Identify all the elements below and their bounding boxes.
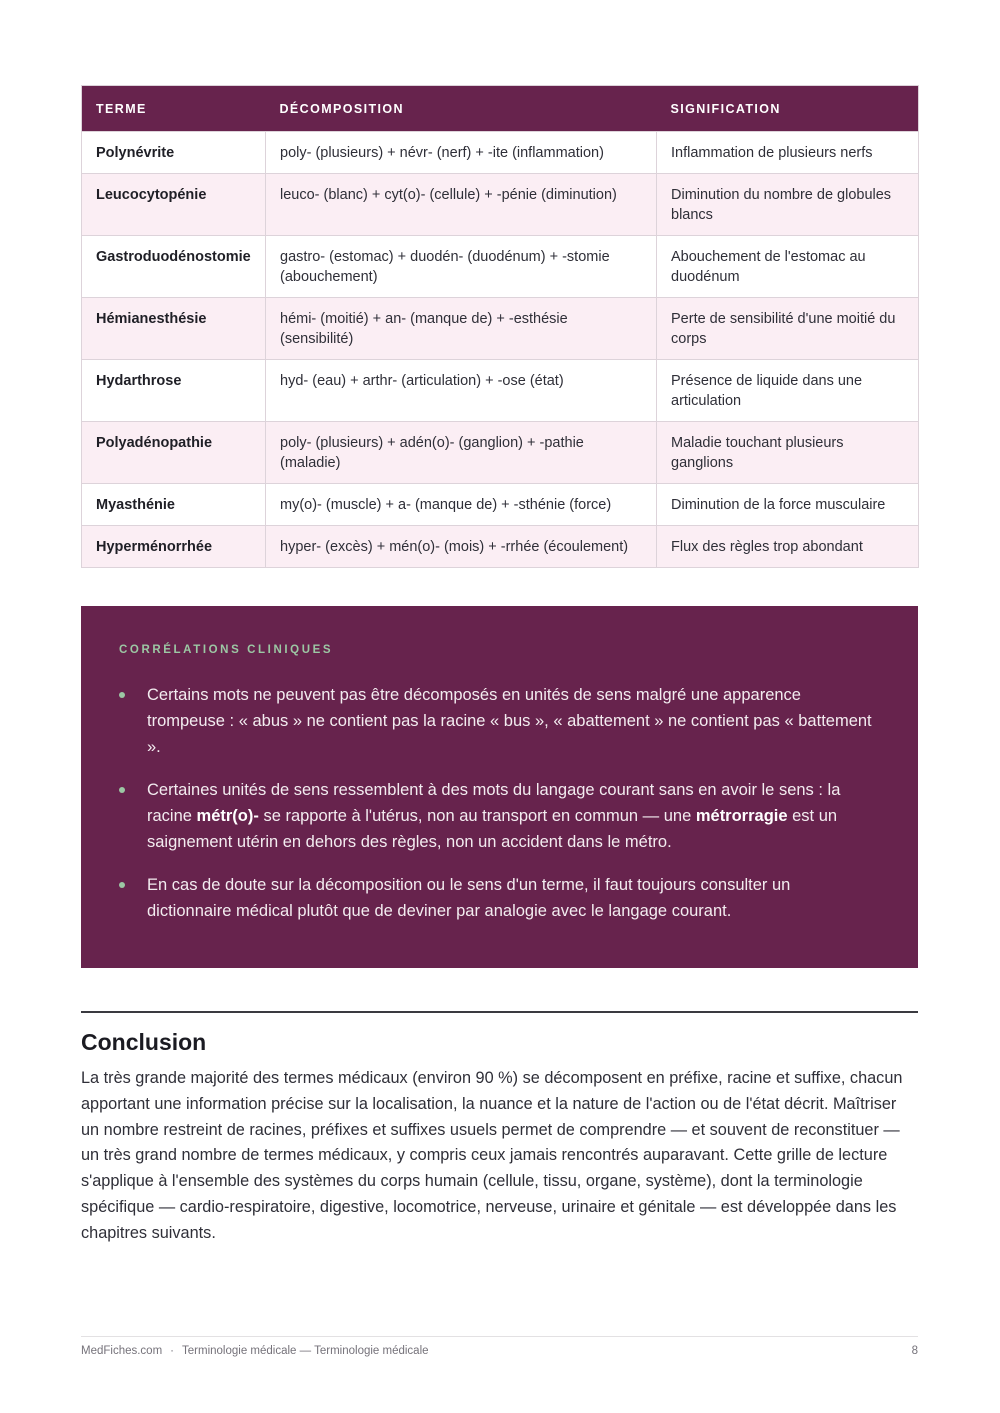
callout-item-text: En cas de doute sur la décomposition ou le sens d'un terme, il faut toujours consulter un dictionnaire médical plutôt que de deviner par analogie avec le langage courant. — [147, 876, 791, 920]
table-row — [82, 360, 919, 422]
footer-left — [81, 1345, 429, 1357]
decomposition-cell: leuco- (blanc) + cyt(o)- (cellule) + -pénie (diminution) — [266, 174, 657, 236]
bullet-icon — [119, 787, 125, 793]
bullet-icon — [119, 692, 125, 698]
table-row — [82, 298, 919, 360]
term-cell: Gastroduodénostomie — [82, 236, 266, 298]
callout-list — [119, 682, 878, 924]
meaning-cell: Perte de sensibilité d'une moitié du corps — [657, 298, 919, 360]
term-cell: Hyperménorrhée — [82, 526, 266, 568]
table-row — [82, 484, 919, 526]
page-footer — [81, 1336, 918, 1357]
bold-term: métrorragie — [695, 807, 788, 825]
conclusion-heading: Conclusion — [81, 1029, 207, 1055]
table-row — [82, 174, 919, 236]
term-cell: Leucocytopénie — [82, 174, 266, 236]
header-meaning: SIGNIFICATION — [657, 86, 919, 132]
meaning-cell: Diminution de la force musculaire — [657, 484, 919, 526]
list-item — [119, 682, 878, 760]
callout-item-text: Certains mots ne peuvent pas être décomposés en unités de sens malgré une apparence trompeuse : « abus » ne contient pas la racine « bus », « abattement » ne contient pas « battement ». — [147, 686, 872, 756]
header-term: TERME — [82, 86, 266, 132]
decomposition-cell: hémi- (moitié) + an- (manque de) + -esthésie (sensibilité) — [266, 298, 657, 360]
terminology-table — [81, 85, 919, 568]
table-row — [82, 236, 919, 298]
decomposition-cell: hyper- (excès) + mén(o)- (mois) + -rrhée (écoulement) — [266, 526, 657, 568]
meaning-cell: Présence de liquide dans une articulation — [657, 360, 919, 422]
term-cell: Polynévrite — [82, 132, 266, 174]
list-item — [119, 872, 878, 924]
decomposition-cell: gastro- (estomac) + duodén- (duodénum) + -stomie (abouchement) — [266, 236, 657, 298]
term-cell: Myasthénie — [82, 484, 266, 526]
meaning-cell: Maladie touchant plusieurs ganglions — [657, 422, 919, 484]
footer-section: Terminologie médicale — Terminologie médicale — [182, 1345, 429, 1357]
table-row — [82, 526, 919, 568]
callout-item-text-part: se rapporte à l'utérus, non au transport en commun — une — [258, 807, 696, 825]
callout-item-text-part: est un saignement utérin en dehors des règles, non un accident dans le métro. — [147, 807, 838, 851]
callout-item-text-part: Certaines unités de sens ressemblent à des mots du langage courant sans en avoir le sens : la racine — [147, 781, 841, 825]
clinical-correlations-box — [81, 606, 918, 968]
section-divider — [81, 1011, 918, 1013]
meaning-cell: Inflammation de plusieurs nerfs — [657, 132, 919, 174]
meaning-cell: Diminution du nombre de globules blancs — [657, 174, 919, 236]
decomposition-cell: poly- (plusieurs) + adén(o)- (ganglion) + -pathie (maladie) — [266, 422, 657, 484]
callout-title: CORRÉLATIONS CLINIQUES — [119, 644, 334, 656]
bold-term: métr(o)- — [196, 807, 259, 825]
page-number: 8 — [911, 1345, 918, 1357]
table-row — [82, 132, 919, 174]
term-cell: Hémianesthésie — [82, 298, 266, 360]
page-content — [81, 85, 918, 1247]
term-cell: Hydarthrose — [82, 360, 266, 422]
bullet-icon — [119, 882, 125, 888]
list-item — [119, 777, 878, 855]
decomposition-cell: hyd- (eau) + arthr- (articulation) + -ose (état) — [266, 360, 657, 422]
conclusion-paragraph: La très grande majorité des termes médicaux (environ 90 %) se décomposent en préfixe, racine et suffixe, chacun apportant une information précise sur la localisation, la nuance et la nature de l'action ou de l'état décrit. Maîtriser un nombre restreint de racines, préfixes et suffixes usuels permet de comprendre — et souvent de reconstituer — un très grand nombre de termes médicaux, y compris ceux jamais rencontrés auparavant. Cette grille de lecture s'applique à l'ensemble des systèmes du corps humain (cellule, tissu, organe, système), dont la terminologie spécifique — cardio-respiratoire, digestive, locomotrice, nerveuse, urinaire et génitale — est développée dans les chapitres suivants. — [81, 1069, 903, 1242]
decomposition-cell: poly- (plusieurs) + névr- (nerf) + -ite (inflammation) — [266, 132, 657, 174]
meaning-cell: Flux des règles trop abondant — [657, 526, 919, 568]
footer-separator: · — [170, 1345, 175, 1357]
decomposition-cell: my(o)- (muscle) + a- (manque de) + -sthénie (force) — [266, 484, 657, 526]
table-header-row — [82, 86, 919, 132]
table-row — [82, 422, 919, 484]
term-cell: Polyadénopathie — [82, 422, 266, 484]
footer-site: MedFiches.com — [81, 1345, 163, 1357]
meaning-cell: Abouchement de l'estomac au duodénum — [657, 236, 919, 298]
header-decomposition: DÉCOMPOSITION — [266, 86, 657, 132]
